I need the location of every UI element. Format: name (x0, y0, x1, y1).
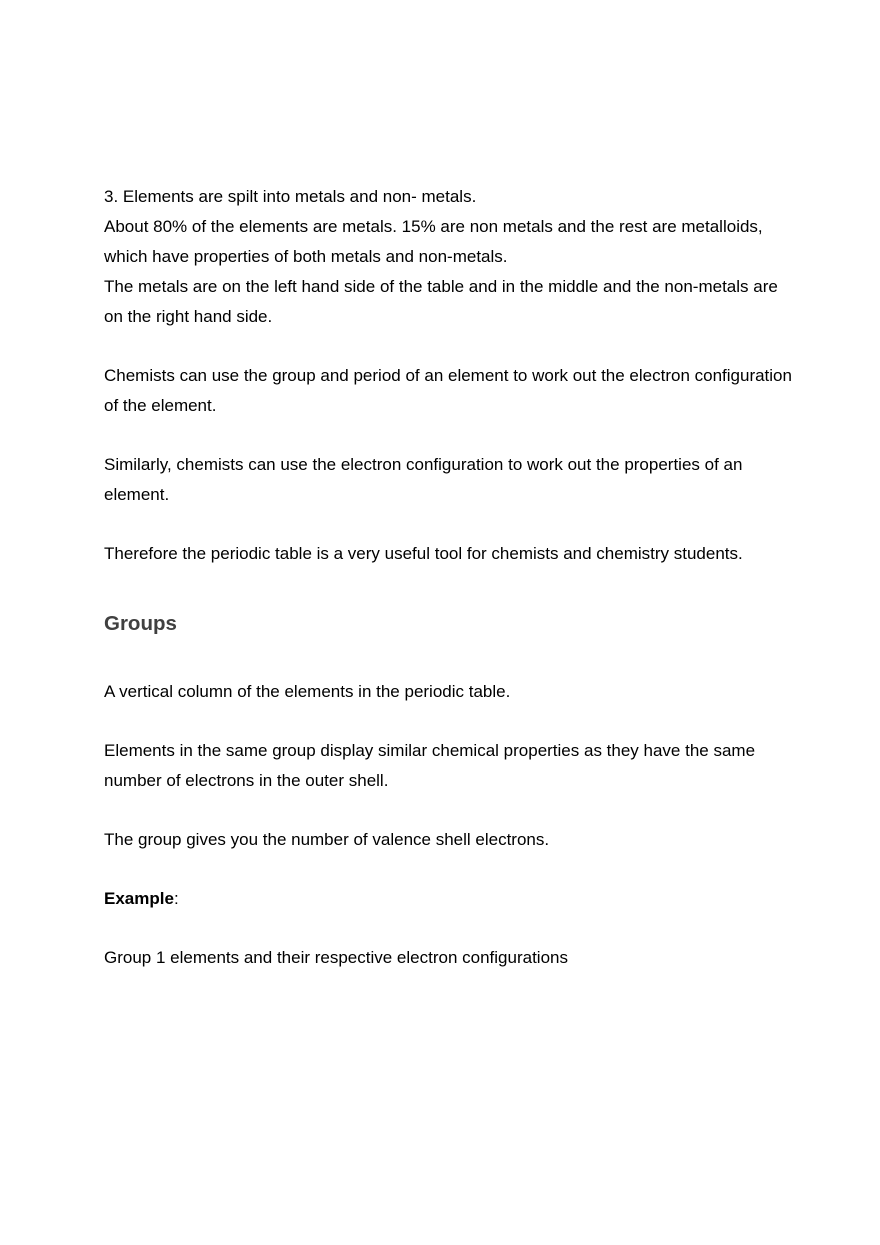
groups-similar-properties: Elements in the same group display similar chemical properties as they have the same number of electrons in the outer shell. (104, 741, 756, 790)
paragraph-spacer (104, 332, 794, 361)
intro-line-metal-positions: The metals are on the left hand side of the table and in the middle and the non-metals are on the right hand side. (104, 277, 778, 326)
intro-line-elements-split: 3. Elements are spilt into metals and non- metals. (104, 187, 477, 206)
paragraph-spacer (104, 510, 794, 539)
paragraph-spacer (104, 914, 794, 943)
paragraph-spacer (104, 421, 794, 450)
document-body (104, 182, 794, 973)
groups-definition: A vertical column of the elements in the periodic table. (104, 682, 511, 701)
groups-heading: Groups (104, 612, 177, 635)
paragraph-spacer (104, 855, 794, 884)
paragraph-spacer (104, 707, 794, 736)
example-caption: Group 1 elements and their respective electron configurations (104, 948, 568, 967)
paragraph-useful-tool: Therefore the periodic table is a very useful tool for chemists and chemistry students. (104, 544, 743, 563)
intro-line-percentages: About 80% of the elements are metals. 15% are non metals and the rest are metalloids, which have properties of both metals and non-metals. (104, 217, 763, 266)
example-colon: : (173, 889, 179, 908)
groups-valence-electrons: The group gives you the number of valence shell electrons. (104, 830, 550, 849)
paragraph-spacer (104, 796, 794, 825)
example-line (104, 884, 794, 914)
example-label: Example (104, 889, 174, 908)
paragraph-electron-configuration: Chemists can use the group and period of an element to work out the electron configuration of the element. (104, 366, 792, 415)
paragraph-properties: Similarly, chemists can use the electron configuration to work out the properties of an element. (104, 455, 743, 504)
